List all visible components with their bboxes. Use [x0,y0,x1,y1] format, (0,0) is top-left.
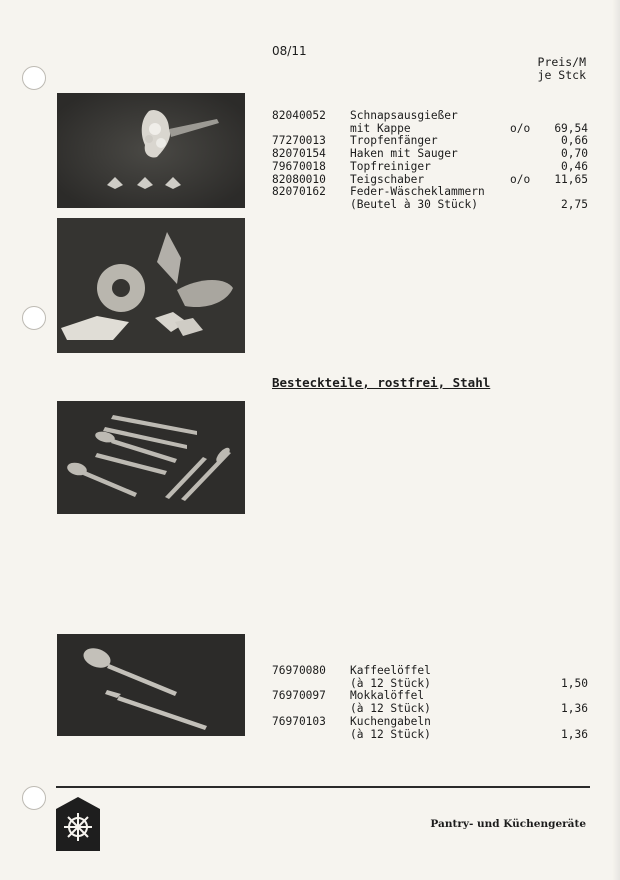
product-photo-cutlery [57,401,245,514]
product-code: 76970097 [272,689,326,703]
product-description: mit Kappe [350,121,411,135]
product-code: 82040052 [272,109,326,122]
product-row [272,703,588,715]
product-description: Haken mit Sauger [350,147,458,161]
product-code: 82070162 [272,185,326,199]
product-row [272,729,588,741]
price-header-line2: je Stck [537,68,586,82]
product-row [272,148,588,160]
page-edge [612,0,620,880]
product-row [272,716,588,728]
product-price: 1,50 [561,676,588,690]
product-price: 0,66 [561,134,588,148]
footer-label: Pantry- und Küchengeräte [430,818,586,830]
product-price: 11,65 [554,172,588,186]
product-description: Kuchengabeln [350,714,431,728]
product-row [272,199,588,211]
product-row [272,123,588,135]
product-row [272,161,588,173]
product-code: 82070154 [272,147,326,161]
product-code: 79670018 [272,159,326,173]
product-photo-spoons [57,634,245,736]
product-row [272,678,588,690]
product-price: 0,70 [561,147,588,161]
footer-rule [56,786,590,788]
product-price: 1,36 [561,702,588,716]
order-note: o/o [510,172,531,186]
product-description: (à 12 Stück) [350,702,431,716]
punch-hole-middle [22,306,46,330]
product-code: 82080010 [272,172,326,186]
price-header-line1: Preis/M [537,55,586,69]
punch-hole-top [22,66,46,90]
product-price: 1,36 [561,727,588,741]
order-note: o/o [510,121,531,135]
ship-wheel-icon [56,797,100,851]
product-price: 2,75 [561,197,588,211]
product-description: Kaffeelöffel [350,664,431,677]
product-description: (Beutel à 30 Stück) [350,197,478,211]
product-photo-scraper [57,218,245,353]
product-description: Topfreiniger [350,159,431,173]
product-description: (à 12 Stück) [350,676,431,690]
product-photo-gadgets [57,93,245,208]
product-row [272,110,588,122]
product-row [272,690,588,702]
product-code: 76970080 [272,664,326,677]
product-code: 77270013 [272,134,326,148]
product-description: Teigschaber [350,172,425,186]
product-row [272,174,588,186]
product-description: (à 12 Stück) [350,727,431,741]
product-price: 0,46 [561,159,588,173]
product-description: Mokkalöffel [350,689,425,703]
product-row [272,665,588,677]
product-row [272,186,588,198]
product-description: Schnapsausgießer [350,109,458,122]
product-row [272,135,588,147]
section-heading-cutlery: Besteckteile, rostfrei, Stahl [272,375,491,390]
product-description: Tropfenfänger [350,134,438,148]
product-code: 76970103 [272,714,326,728]
page-number: 08/11 [272,44,307,58]
punch-hole-bottom [22,786,46,810]
product-description: Feder-Wäscheklammern [350,185,485,199]
product-price: 69,54 [554,121,588,135]
price-header [538,56,586,82]
